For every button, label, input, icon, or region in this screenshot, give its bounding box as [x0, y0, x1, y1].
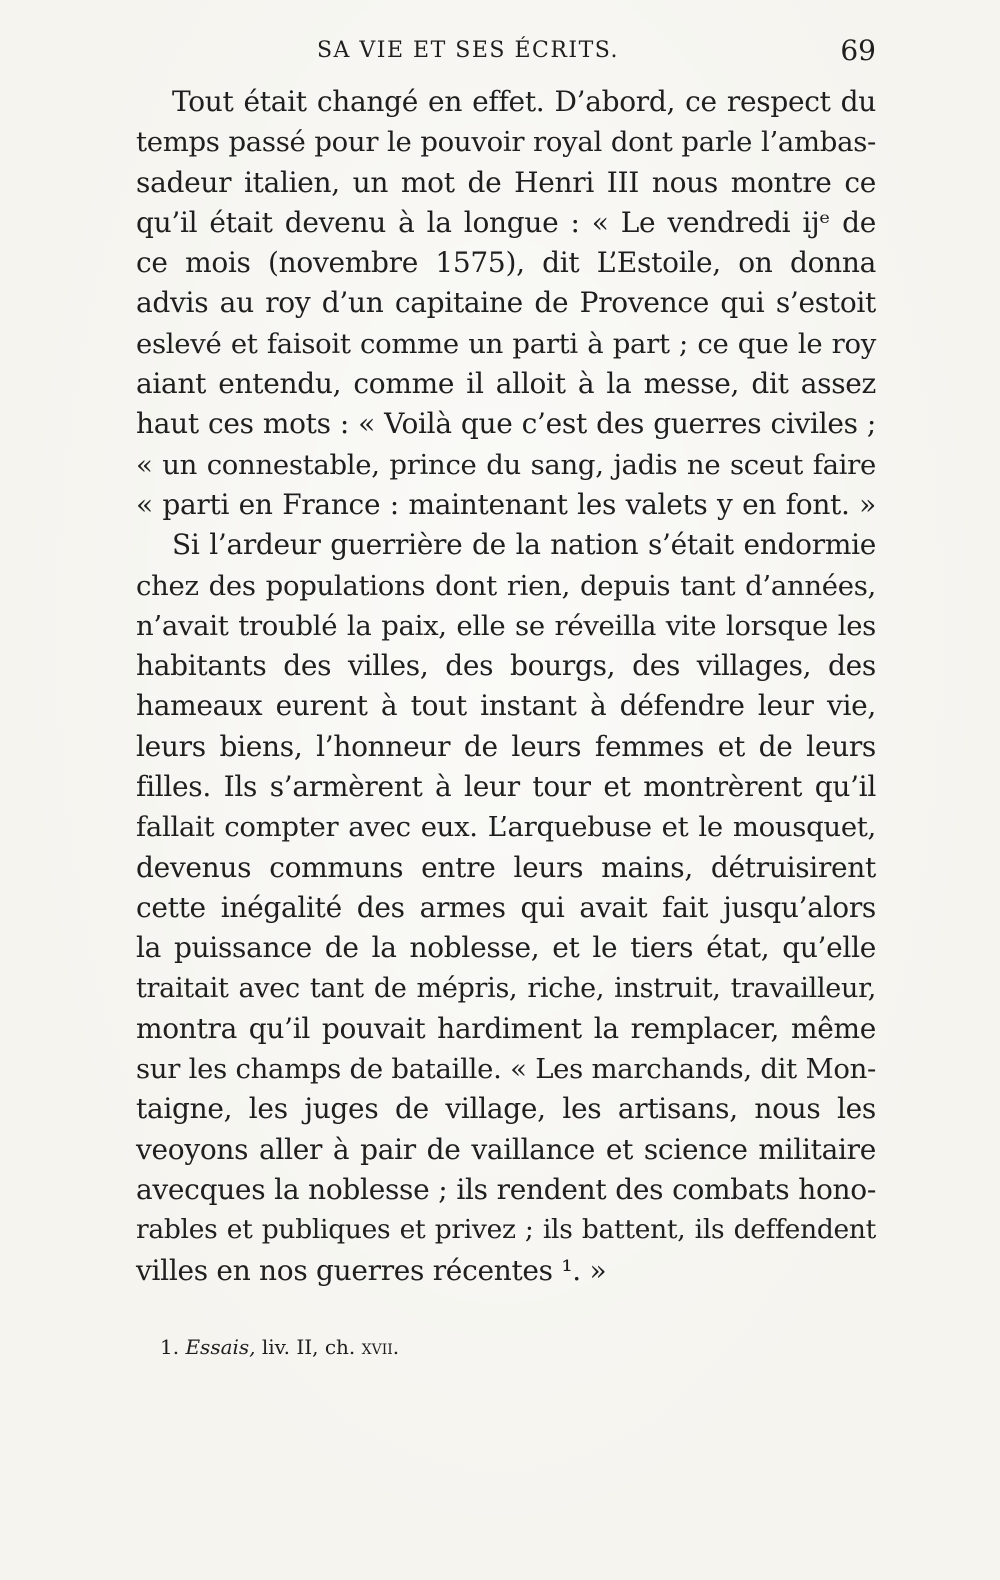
page-number: 69 [840, 34, 876, 67]
text-line: « un connestable, prince du sang, jadis ne sceut faire [136, 448, 876, 481]
text-line: Si l’ardeur guerrière de la nation s’était endormie [172, 528, 876, 562]
text-line: avecques la noblesse ; ils rendent des combats hono- [136, 1173, 876, 1207]
text-line: temps passé pour le pouvoir royal dont parle l’ambas- [136, 126, 876, 159]
text-line: qu’il était devenu à la longue : « Le vendredi ijᵉ de [136, 205, 876, 239]
running-head [136, 34, 876, 74]
text-line: fallait compter avec eux. L’arquebuse et le mousquet, [136, 811, 876, 844]
text-line: sur les champs de bataille. « Les marchands, dit Mon- [136, 1053, 876, 1086]
text-line: filles. Ils s’armèrent à leur tour et montrèrent qu’il [136, 770, 876, 804]
text-line: cette inégalité des armes qui avait fait jusqu’alors [136, 890, 876, 924]
text-line: Tout était changé en effet. D’abord, ce respect du [172, 85, 876, 118]
text-line: n’avait troublé la paix, elle se réveilla vite lorsque les [136, 609, 876, 642]
text-line: traitait avec tant de mépris, riche, instruit, travailleur, [136, 972, 876, 1004]
text-line: haut ces mots : « Voilà que c’est des guerres civiles ; [136, 407, 876, 441]
footnote [160, 1332, 399, 1362]
text-line: leurs biens, l’honneur de leurs femmes et de leurs [136, 729, 876, 763]
text-line: la puissance de la noblesse, et le tiers état, qu’elle [136, 931, 876, 965]
text-line: taigne, les juges de village, les artisans, nous les [136, 1092, 876, 1126]
body-text [136, 82, 876, 1291]
footnote-reference: liv. II, ch. [261, 1335, 356, 1359]
text-line: chez des populations dont rien, depuis tant d’années, [136, 569, 876, 602]
text-line: veoyons aller à pair de vaillance et science militaire [136, 1132, 876, 1166]
text-line: habitants des villes, des bourgs, des villages, des [136, 649, 876, 683]
text-line: rables et publiques et privez ; ils battent, ils deffendent [136, 1214, 876, 1246]
text-line: villes en nos guerres récentes ¹. » [136, 1253, 607, 1287]
text-line: eslevé et faisoit comme un parti à part ; ce que le roy [136, 327, 876, 360]
text-line: « parti en France : maintenant les valets y en font. » [136, 487, 876, 521]
text-line: hameaux eurent à tout instant à défendre leur vie, [136, 689, 876, 723]
footnote-work-title: Essais, [185, 1335, 256, 1359]
text-line: sadeur italien, un mot de Henri III nous montre ce [136, 165, 876, 199]
text-line: ce mois (novembre 1575), dit L’Estoile, on donna [136, 246, 876, 280]
text-line: devenus communs entre leurs mains, détruisirent [136, 850, 876, 884]
text-line: montra qu’il pouvait hardiment la remplacer, même [136, 1011, 876, 1045]
text-line: aiant entendu, comme il alloit à la messe, dit assez [136, 367, 876, 401]
running-title: SA VIE ET SES ÉCRITS. [316, 38, 620, 63]
text-line: advis au roy d’un capitaine de Provence qui s’estoit [136, 286, 876, 320]
footnote-number: 1. [160, 1335, 180, 1359]
footnote-chapter: xvii. [361, 1335, 400, 1359]
